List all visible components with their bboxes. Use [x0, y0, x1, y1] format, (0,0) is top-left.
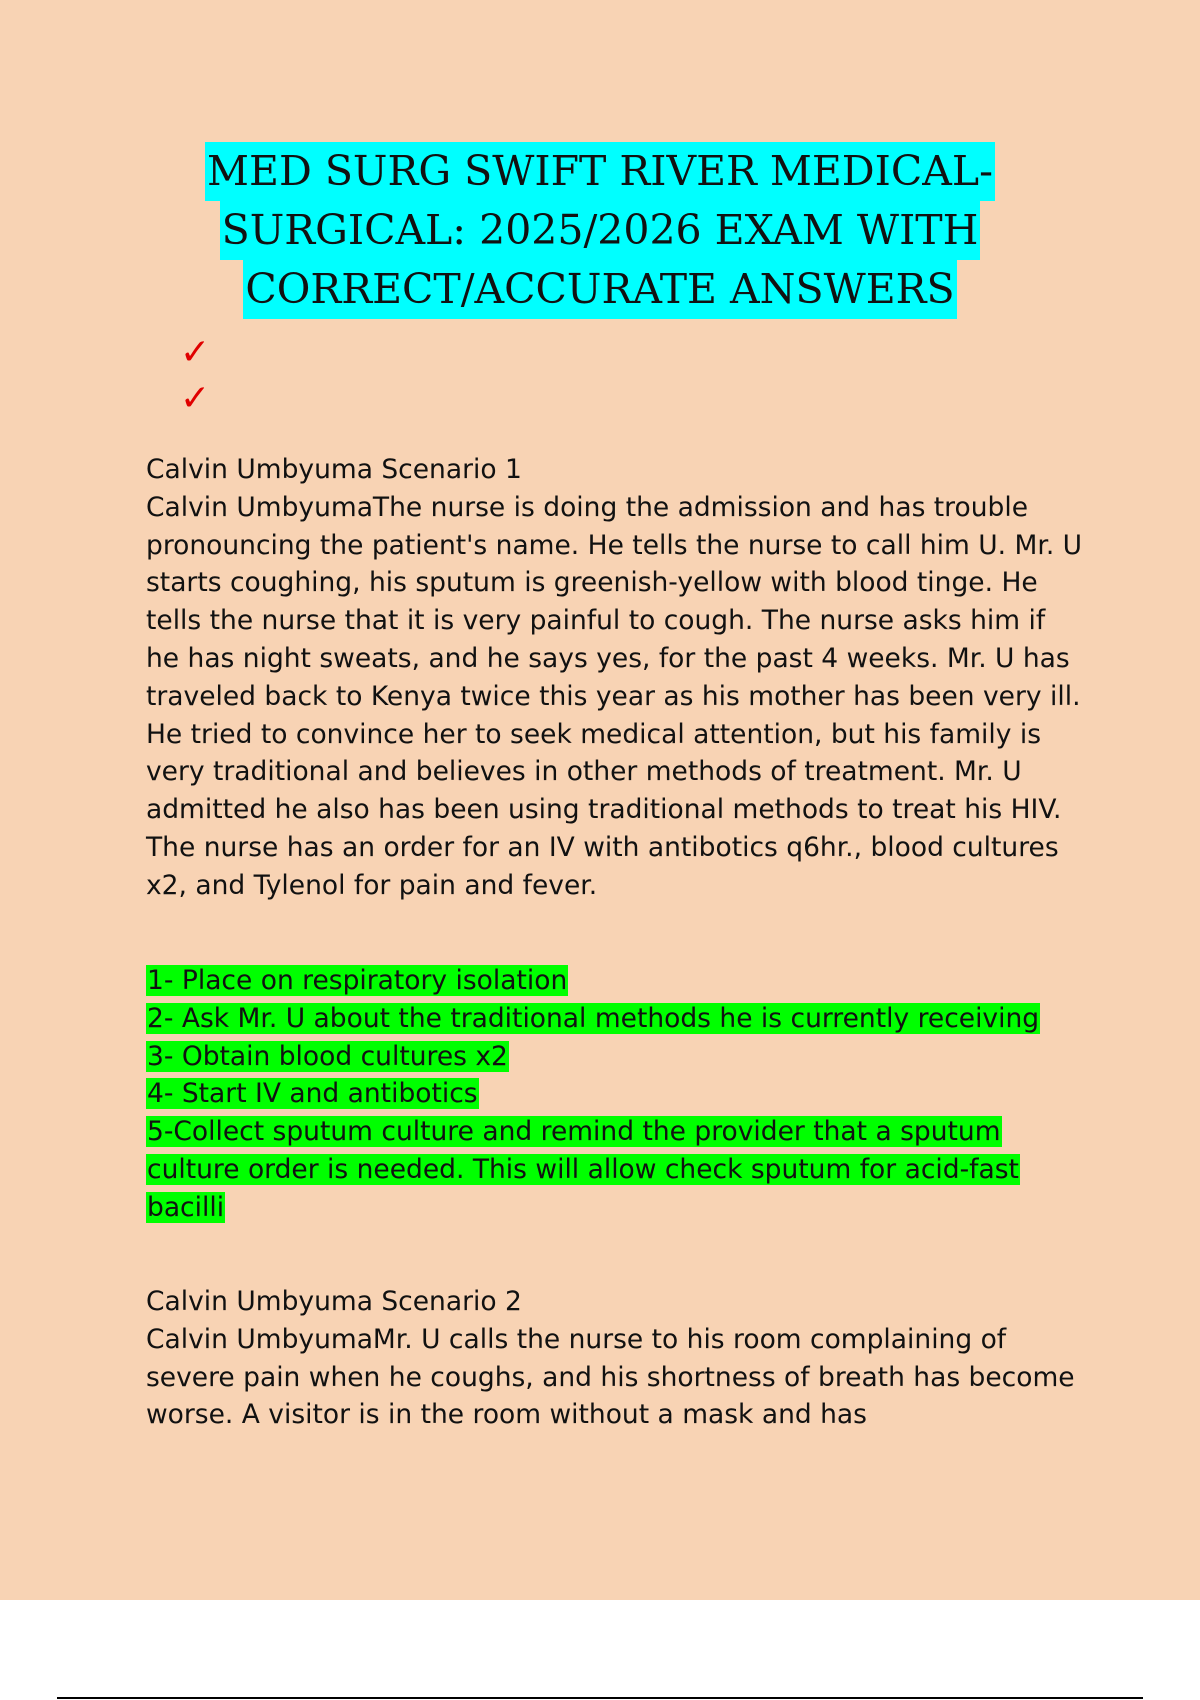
answer-item: [146, 1038, 1086, 1076]
scenario-1-body: Calvin UmbyumaThe nurse is doing the admission and has trouble pronouncing the patient's name. He tells the nurse to call him U. Mr. U starts coughing, his sputum is greenish-yellow with blood tinge. He tells the nurse that it is very painful to cough. The nurse asks him if he has night sweats, and he says yes, for the past 4 weeks. Mr. U has traveled back to Kenya twice this year as his mother has been very ill. He tried to convince her to seek medical attention, but his family is very traditional and believes in other methods of treatment. Mr. U admitted he also has been using traditional methods to treat his HIV. The nurse has an order for an IV with antibotics q6hr., blood cultures x2, and Tylenol for pain and fever.: [146, 491, 1083, 901]
answer-item: [146, 962, 1086, 1000]
answer-text: 1- Place on respiratory isolation: [147, 965, 568, 996]
page-divider: [57, 1697, 1143, 1699]
answer-text: 3- Obtain blood cultures x2: [147, 1040, 508, 1072]
title-line: MED SURG SWIFT RIVER MEDICAL-: [205, 142, 995, 201]
scenario-1-heading: Calvin Umbyuma Scenario 1: [146, 454, 522, 485]
title-line: SURGICAL: 2025/2026 EXAM WITH: [220, 201, 981, 260]
answer-item: [146, 1075, 1086, 1113]
checkmark-icon: ✓: [180, 378, 211, 419]
scenario-2-body: Calvin UmbyumaMr. U calls the nurse to his room complaining of severe pain when he coughs, and his shortness of breath has become worse. A visitor is in the room without a mask and has: [146, 1323, 1075, 1431]
scenario-2-heading: Calvin Umbyuma Scenario 2: [146, 1286, 522, 1317]
answer-text: 2- Ask Mr. U about the traditional methods he is currently receiving: [147, 1002, 1040, 1034]
answer-item: [146, 1113, 1086, 1226]
document-title: [100, 142, 1100, 319]
answer-text: 5-Collect sputum culture and remind the provider that a sputum culture order is needed. This will allow check sputum for acid-fast bacilli: [147, 1116, 1019, 1223]
answer-list: [146, 962, 1086, 1227]
scenario-1-section: [146, 451, 1086, 905]
answer-item: [146, 1000, 1086, 1038]
checkmark-icon: ✓: [180, 332, 211, 373]
answer-text: 4- Start IV and antibotics: [147, 1078, 478, 1110]
title-line: CORRECT/ACCURATE ANSWERS: [243, 260, 956, 319]
scenario-2-section: [146, 1283, 1086, 1434]
